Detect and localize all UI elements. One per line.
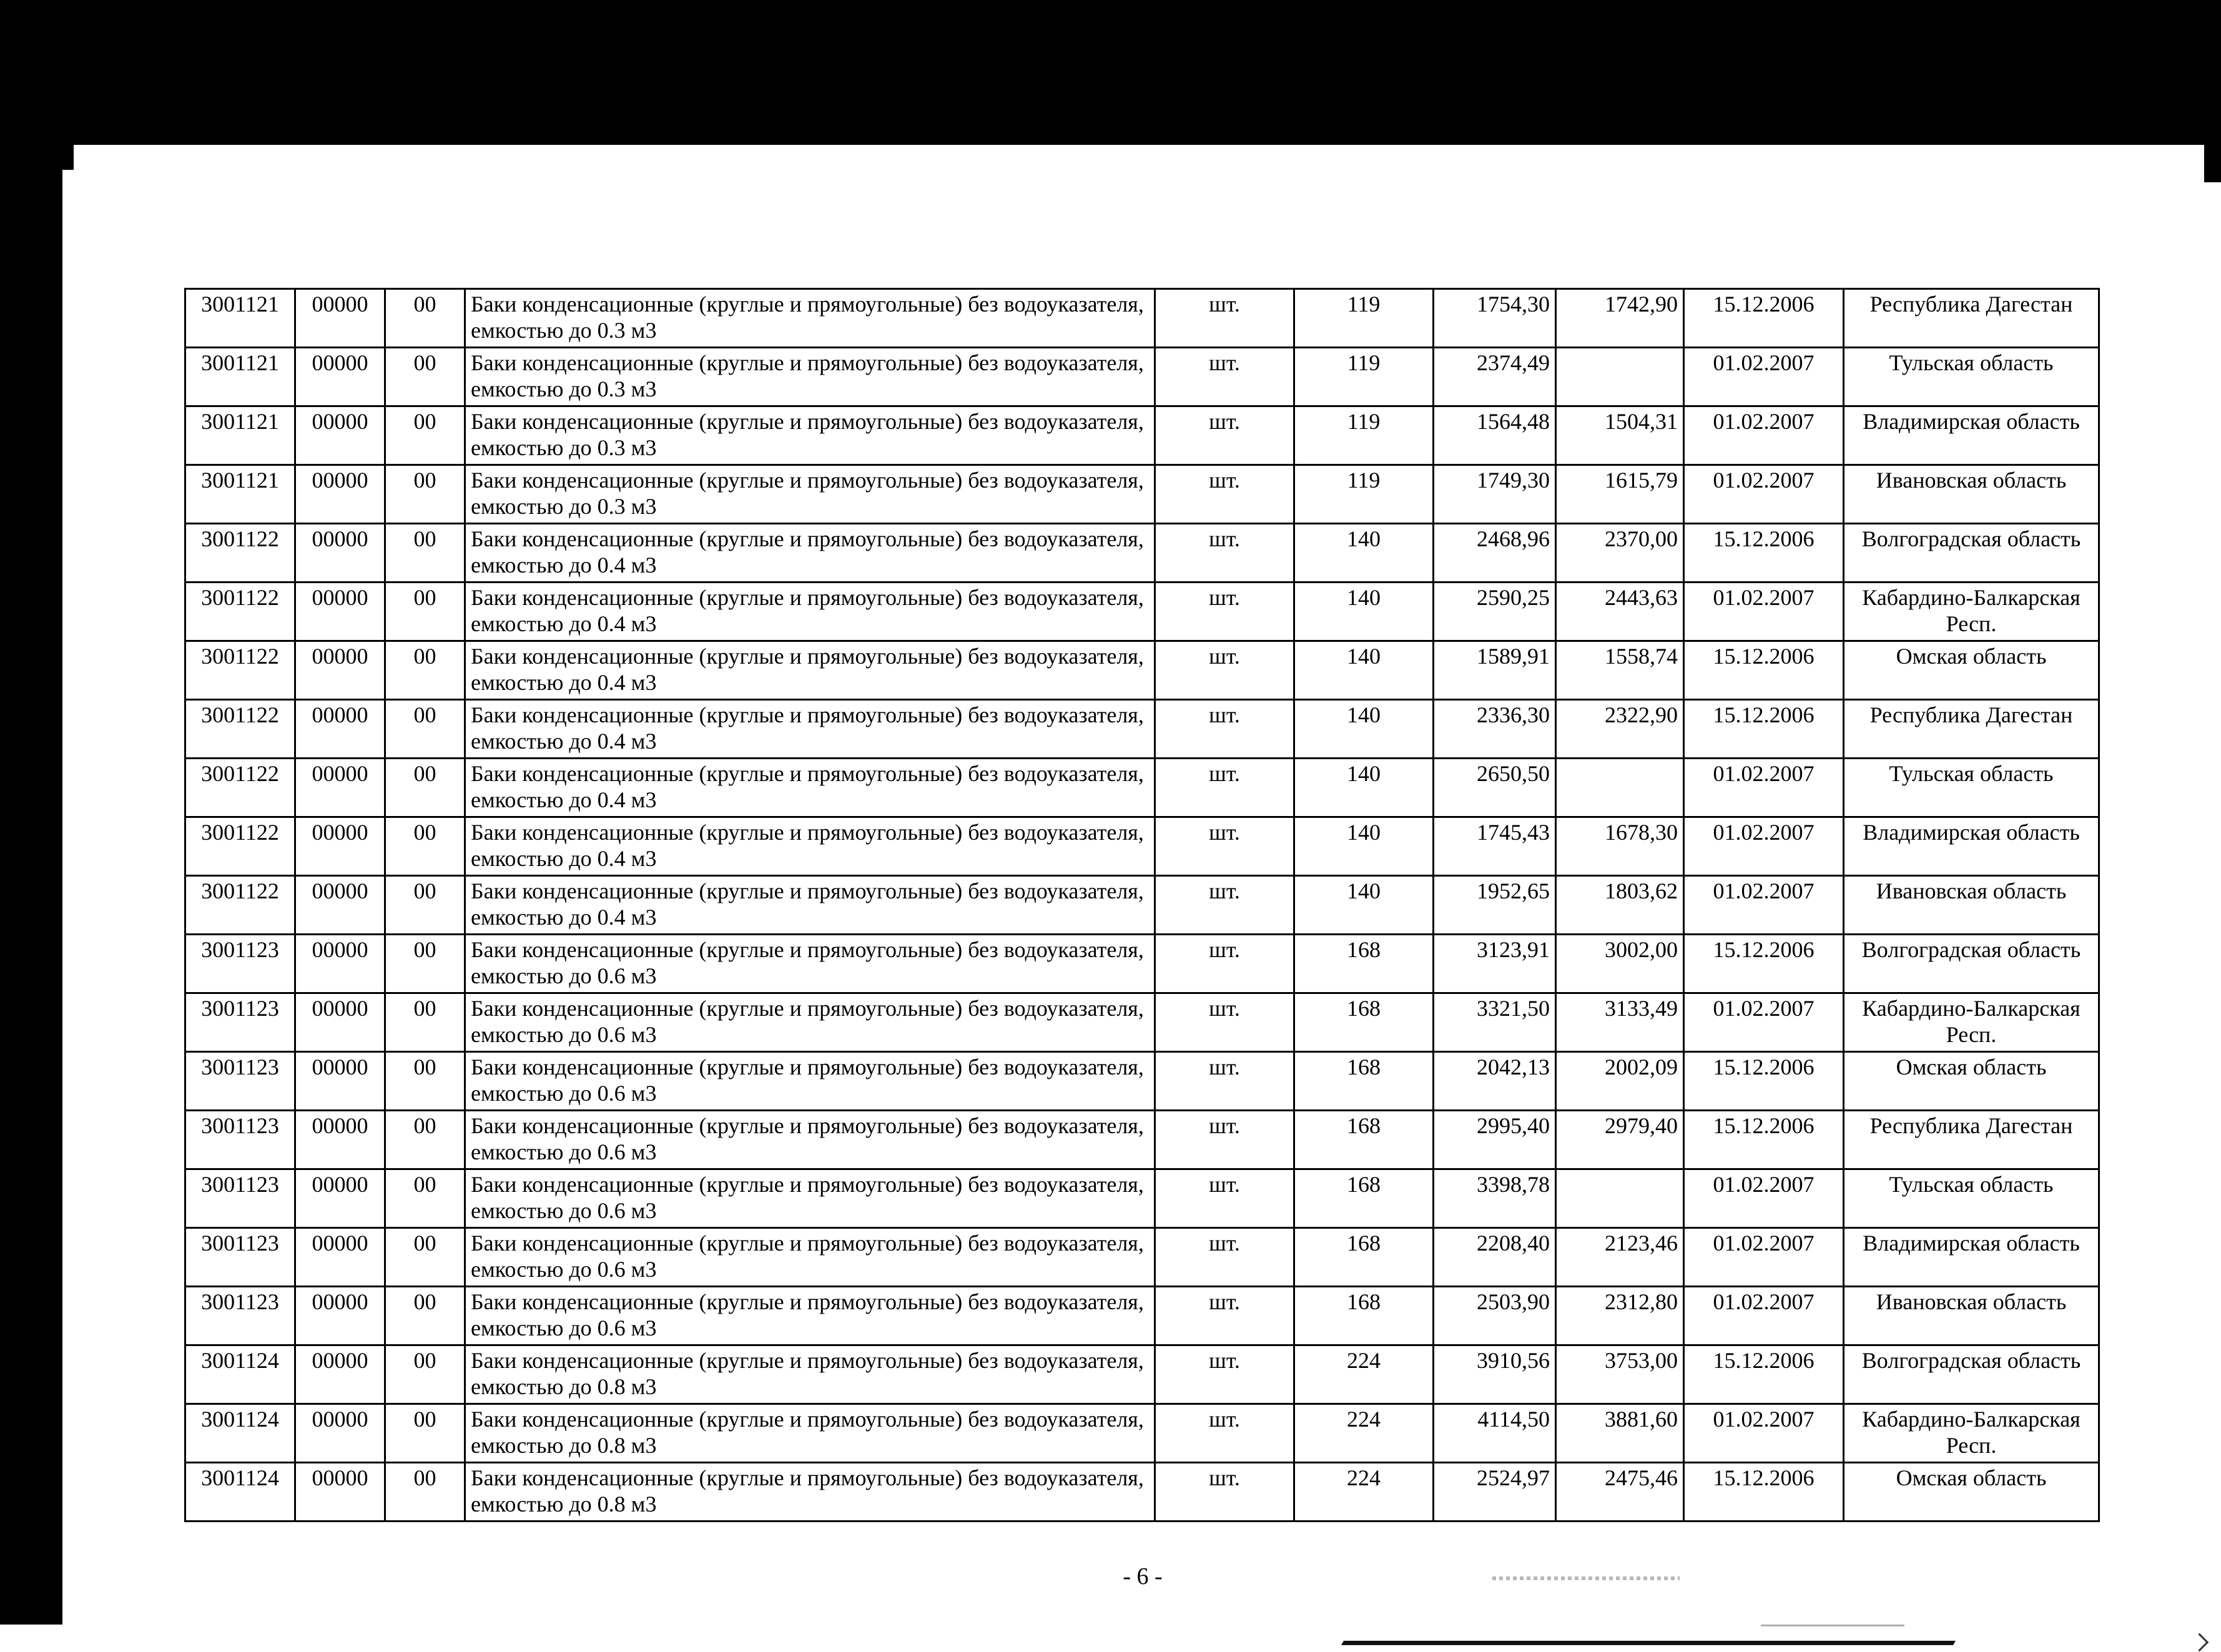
- cell-price-1: 1952,65: [1434, 876, 1556, 935]
- cell-price-2: [1556, 1169, 1684, 1228]
- cell-date: 01.02.2007: [1684, 1169, 1844, 1228]
- cell-unit: шт.: [1155, 700, 1294, 759]
- scan-bottom-stroke: [1341, 1641, 1956, 1645]
- cell-code: 3001122: [185, 759, 295, 817]
- cell-description: Баки конденсационные (круглые и прямоугольные) без водоуказателя, емкостью до 0.6 м3: [465, 1111, 1155, 1169]
- cell-quantity: 224: [1294, 1404, 1434, 1463]
- cell-description: Баки конденсационные (круглые и прямоугольные) без водоуказателя, емкостью до 0.4 м3: [465, 759, 1155, 817]
- cell-unit: шт.: [1155, 876, 1294, 935]
- cell-date: 15.12.2006: [1684, 1345, 1844, 1404]
- cell-flag: 00: [385, 700, 465, 759]
- cell-price-1: 2650,50: [1434, 759, 1556, 817]
- cell-flag: 00: [385, 935, 465, 993]
- cell-region: Омская область: [1844, 1463, 2099, 1522]
- cell-flag: 00: [385, 1345, 465, 1404]
- cell-price-2: 3753,00: [1556, 1345, 1684, 1404]
- cell-region: Волгоградская область: [1844, 1345, 2099, 1404]
- cell-subcode: 00000: [295, 876, 385, 935]
- cell-price-2: 1742,90: [1556, 289, 1684, 348]
- cell-code: 3001123: [185, 1052, 295, 1111]
- cell-quantity: 168: [1294, 1169, 1434, 1228]
- cell-subcode: 00000: [295, 1404, 385, 1463]
- page-number: - 6 -: [1123, 1563, 1163, 1590]
- cell-flag: 00: [385, 993, 465, 1052]
- cell-description: Баки конденсационные (круглые и прямоугольные) без водоуказателя, емкостью до 0.8 м3: [465, 1345, 1155, 1404]
- cell-flag: 00: [385, 1111, 465, 1169]
- cell-subcode: 00000: [295, 1463, 385, 1522]
- cell-price-2: 3133,49: [1556, 993, 1684, 1052]
- cell-subcode: 00000: [295, 1228, 385, 1287]
- cell-price-1: 4114,50: [1434, 1404, 1556, 1463]
- cell-region: Владимирская область: [1844, 406, 2099, 465]
- scan-corner-mark: [2190, 1633, 2209, 1652]
- table-row: [185, 406, 2099, 465]
- cell-unit: шт.: [1155, 289, 1294, 348]
- cell-date: 01.02.2007: [1684, 759, 1844, 817]
- cell-description: Баки конденсационные (круглые и прямоугольные) без водоуказателя, емкостью до 0.6 м3: [465, 1052, 1155, 1111]
- cell-quantity: 224: [1294, 1463, 1434, 1522]
- table-row: [185, 759, 2099, 817]
- cell-unit: шт.: [1155, 583, 1294, 641]
- cell-quantity: 140: [1294, 876, 1434, 935]
- table-row: [185, 289, 2099, 348]
- cell-price-1: 1749,30: [1434, 465, 1556, 524]
- cell-price-2: 2123,46: [1556, 1228, 1684, 1287]
- cell-code: 3001122: [185, 583, 295, 641]
- cell-price-2: 1615,79: [1556, 465, 1684, 524]
- cell-region: Кабардино-Балкарская Респ.: [1844, 1404, 2099, 1463]
- cell-flag: 00: [385, 1052, 465, 1111]
- cell-quantity: 140: [1294, 583, 1434, 641]
- cell-region: Волгоградская область: [1844, 524, 2099, 583]
- cell-quantity: 119: [1294, 289, 1434, 348]
- cell-date: 01.02.2007: [1684, 1228, 1844, 1287]
- table-row: [185, 1228, 2099, 1287]
- cell-subcode: 00000: [295, 1169, 385, 1228]
- cell-subcode: 00000: [295, 759, 385, 817]
- cell-unit: шт.: [1155, 1228, 1294, 1287]
- cell-quantity: 168: [1294, 1228, 1434, 1287]
- cell-quantity: 168: [1294, 1052, 1434, 1111]
- cell-code: 3001124: [185, 1463, 295, 1522]
- cell-date: 01.02.2007: [1684, 583, 1844, 641]
- table-row: [185, 935, 2099, 993]
- cell-flag: 00: [385, 583, 465, 641]
- cell-code: 3001123: [185, 1169, 295, 1228]
- cell-code: 3001122: [185, 524, 295, 583]
- scan-left-black-border: [0, 145, 62, 1625]
- cell-date: 15.12.2006: [1684, 524, 1844, 583]
- cell-quantity: 224: [1294, 1345, 1434, 1404]
- cell-date: 15.12.2006: [1684, 700, 1844, 759]
- cell-description: Баки конденсационные (круглые и прямоугольные) без водоуказателя, емкостью до 0.4 м3: [465, 876, 1155, 935]
- cell-description: Баки конденсационные (круглые и прямоугольные) без водоуказателя, емкостью до 0.4 м3: [465, 817, 1155, 876]
- cell-price-1: 1745,43: [1434, 817, 1556, 876]
- cell-description: Баки конденсационные (круглые и прямоугольные) без водоуказателя, емкостью до 0.6 м3: [465, 1228, 1155, 1287]
- cell-price-1: 3398,78: [1434, 1169, 1556, 1228]
- cell-code: 3001121: [185, 406, 295, 465]
- cell-subcode: 00000: [295, 641, 385, 700]
- cell-price-2: 1803,62: [1556, 876, 1684, 935]
- cell-region: Республика Дагестан: [1844, 700, 2099, 759]
- cell-price-2: 2312,80: [1556, 1287, 1684, 1345]
- cell-price-2: 2979,40: [1556, 1111, 1684, 1169]
- cell-code: 3001122: [185, 641, 295, 700]
- cell-price-2: 3002,00: [1556, 935, 1684, 993]
- cell-flag: 00: [385, 1463, 465, 1522]
- table-row: [185, 1463, 2099, 1522]
- cell-region: Омская область: [1844, 641, 2099, 700]
- table-row: [185, 1345, 2099, 1404]
- cell-description: Баки конденсационные (круглые и прямоугольные) без водоуказателя, емкостью до 0.6 м3: [465, 1169, 1155, 1228]
- cell-flag: 00: [385, 759, 465, 817]
- table-row: [185, 1111, 2099, 1169]
- cell-unit: шт.: [1155, 759, 1294, 817]
- cell-unit: шт.: [1155, 1463, 1294, 1522]
- cell-quantity: 119: [1294, 465, 1434, 524]
- cell-price-2: 2322,90: [1556, 700, 1684, 759]
- cell-subcode: 00000: [295, 1287, 385, 1345]
- cell-subcode: 00000: [295, 1345, 385, 1404]
- cell-date: 15.12.2006: [1684, 289, 1844, 348]
- cell-price-2: 2443,63: [1556, 583, 1684, 641]
- cell-code: 3001124: [185, 1404, 295, 1463]
- cell-price-2: 2002,09: [1556, 1052, 1684, 1111]
- cell-quantity: 140: [1294, 641, 1434, 700]
- cell-description: Баки конденсационные (круглые и прямоугольные) без водоуказателя, емкостью до 0.3 м3: [465, 289, 1155, 348]
- cell-region: Ивановская область: [1844, 876, 2099, 935]
- cell-description: Баки конденсационные (круглые и прямоугольные) без водоуказателя, емкостью до 0.3 м3: [465, 406, 1155, 465]
- cell-subcode: 00000: [295, 289, 385, 348]
- cell-subcode: 00000: [295, 465, 385, 524]
- cell-flag: 00: [385, 1169, 465, 1228]
- cell-flag: 00: [385, 289, 465, 348]
- price-table: [184, 288, 2100, 1522]
- cell-price-2: 1504,31: [1556, 406, 1684, 465]
- cell-description: Баки конденсационные (круглые и прямоугольные) без водоуказателя, емкостью до 0.6 м3: [465, 935, 1155, 993]
- cell-unit: шт.: [1155, 1287, 1294, 1345]
- cell-price-1: 2208,40: [1434, 1228, 1556, 1287]
- table-row: [185, 1287, 2099, 1345]
- cell-subcode: 00000: [295, 935, 385, 993]
- table-row: [185, 583, 2099, 641]
- cell-unit: шт.: [1155, 1169, 1294, 1228]
- cell-date: 01.02.2007: [1684, 993, 1844, 1052]
- cell-code: 3001122: [185, 876, 295, 935]
- cell-description: Баки конденсационные (круглые и прямоугольные) без водоуказателя, емкостью до 0.4 м3: [465, 641, 1155, 700]
- cell-region: Республика Дагестан: [1844, 289, 2099, 348]
- scan-smudge-line: [1761, 1625, 1904, 1626]
- cell-date: 15.12.2006: [1684, 641, 1844, 700]
- table-row: [185, 524, 2099, 583]
- cell-region: Тульская область: [1844, 759, 2099, 817]
- cell-unit: шт.: [1155, 1111, 1294, 1169]
- cell-region: Республика Дагестан: [1844, 1111, 2099, 1169]
- cell-price-1: 3321,50: [1434, 993, 1556, 1052]
- cell-quantity: 140: [1294, 700, 1434, 759]
- cell-price-1: 2336,30: [1434, 700, 1556, 759]
- cell-unit: шт.: [1155, 1052, 1294, 1111]
- cell-price-1: 1754,30: [1434, 289, 1556, 348]
- table-row: [185, 700, 2099, 759]
- cell-unit: шт.: [1155, 641, 1294, 700]
- cell-flag: 00: [385, 1287, 465, 1345]
- cell-subcode: 00000: [295, 524, 385, 583]
- cell-region: Ивановская область: [1844, 1287, 2099, 1345]
- cell-description: Баки конденсационные (круглые и прямоугольные) без водоуказателя, емкостью до 0.8 м3: [465, 1404, 1155, 1463]
- cell-price-1: 2524,97: [1434, 1463, 1556, 1522]
- cell-description: Баки конденсационные (круглые и прямоугольные) без водоуказателя, емкостью до 0.4 м3: [465, 583, 1155, 641]
- cell-region: Тульская область: [1844, 348, 2099, 406]
- cell-price-1: 2503,90: [1434, 1287, 1556, 1345]
- cell-unit: шт.: [1155, 935, 1294, 993]
- cell-flag: 00: [385, 406, 465, 465]
- cell-date: 01.02.2007: [1684, 876, 1844, 935]
- cell-unit: шт.: [1155, 1404, 1294, 1463]
- cell-quantity: 140: [1294, 759, 1434, 817]
- cell-subcode: 00000: [295, 1052, 385, 1111]
- cell-unit: шт.: [1155, 465, 1294, 524]
- cell-unit: шт.: [1155, 817, 1294, 876]
- cell-flag: 00: [385, 348, 465, 406]
- cell-date: 01.02.2007: [1684, 1287, 1844, 1345]
- table-row: [185, 641, 2099, 700]
- cell-subcode: 00000: [295, 1111, 385, 1169]
- cell-flag: 00: [385, 817, 465, 876]
- cell-quantity: 168: [1294, 1111, 1434, 1169]
- cell-price-1: 2995,40: [1434, 1111, 1556, 1169]
- cell-subcode: 00000: [295, 583, 385, 641]
- cell-price-1: 2590,25: [1434, 583, 1556, 641]
- cell-description: Баки конденсационные (круглые и прямоугольные) без водоуказателя, емкостью до 0.6 м3: [465, 993, 1155, 1052]
- cell-price-2: 1678,30: [1556, 817, 1684, 876]
- cell-date: 01.02.2007: [1684, 406, 1844, 465]
- cell-code: 3001121: [185, 348, 295, 406]
- cell-code: 3001121: [185, 465, 295, 524]
- table-row: [185, 876, 2099, 935]
- cell-code: 3001123: [185, 1228, 295, 1287]
- cell-flag: 00: [385, 1404, 465, 1463]
- cell-description: Баки конденсационные (круглые и прямоугольные) без водоуказателя, емкостью до 0.3 м3: [465, 465, 1155, 524]
- cell-quantity: 168: [1294, 993, 1434, 1052]
- cell-region: Тульская область: [1844, 1169, 2099, 1228]
- cell-date: 15.12.2006: [1684, 1111, 1844, 1169]
- cell-date: 01.02.2007: [1684, 817, 1844, 876]
- cell-flag: 00: [385, 465, 465, 524]
- cell-subcode: 00000: [295, 700, 385, 759]
- price-table-body: [185, 289, 2099, 1522]
- cell-date: 15.12.2006: [1684, 1052, 1844, 1111]
- cell-date: 01.02.2007: [1684, 1404, 1844, 1463]
- cell-region: Ивановская область: [1844, 465, 2099, 524]
- cell-flag: 00: [385, 524, 465, 583]
- cell-region: Владимирская область: [1844, 1228, 2099, 1287]
- table-row: [185, 465, 2099, 524]
- cell-price-2: 2475,46: [1556, 1463, 1684, 1522]
- cell-region: Омская область: [1844, 1052, 2099, 1111]
- cell-price-2: [1556, 759, 1684, 817]
- cell-unit: шт.: [1155, 993, 1294, 1052]
- table-row: [185, 348, 2099, 406]
- cell-date: 15.12.2006: [1684, 1463, 1844, 1522]
- cell-subcode: 00000: [295, 348, 385, 406]
- cell-price-1: 2374,49: [1434, 348, 1556, 406]
- cell-code: 3001122: [185, 700, 295, 759]
- cell-price-2: 3881,60: [1556, 1404, 1684, 1463]
- cell-region: Кабардино-Балкарская Респ.: [1844, 993, 2099, 1052]
- cell-price-1: 1564,48: [1434, 406, 1556, 465]
- cell-price-2: [1556, 348, 1684, 406]
- cell-code: 3001121: [185, 289, 295, 348]
- cell-description: Баки конденсационные (круглые и прямоугольные) без водоуказателя, емкостью до 0.4 м3: [465, 700, 1155, 759]
- table-row: [185, 993, 2099, 1052]
- cell-subcode: 00000: [295, 993, 385, 1052]
- cell-flag: 00: [385, 1228, 465, 1287]
- cell-flag: 00: [385, 641, 465, 700]
- cell-description: Баки конденсационные (круглые и прямоугольные) без водоуказателя, емкостью до 0.4 м3: [465, 524, 1155, 583]
- cell-unit: шт.: [1155, 524, 1294, 583]
- cell-price-1: 2468,96: [1434, 524, 1556, 583]
- cell-region: Кабардино-Балкарская Респ.: [1844, 583, 2099, 641]
- cell-code: 3001123: [185, 935, 295, 993]
- cell-quantity: 168: [1294, 1287, 1434, 1345]
- cell-description: Баки конденсационные (круглые и прямоугольные) без водоуказателя, емкостью до 0.3 м3: [465, 348, 1155, 406]
- cell-subcode: 00000: [295, 406, 385, 465]
- cell-date: 01.02.2007: [1684, 348, 1844, 406]
- cell-price-2: 2370,00: [1556, 524, 1684, 583]
- cell-code: 3001124: [185, 1345, 295, 1404]
- cell-description: Баки конденсационные (круглые и прямоугольные) без водоуказателя, емкостью до 0.8 м3: [465, 1463, 1155, 1522]
- table-row: [185, 1052, 2099, 1111]
- scan-top-black-border: [0, 0, 2221, 145]
- cell-quantity: 140: [1294, 817, 1434, 876]
- cell-region: Волгоградская область: [1844, 935, 2099, 993]
- cell-quantity: 119: [1294, 406, 1434, 465]
- cell-price-1: 3910,56: [1434, 1345, 1556, 1404]
- cell-subcode: 00000: [295, 817, 385, 876]
- cell-flag: 00: [385, 876, 465, 935]
- table-row: [185, 1169, 2099, 1228]
- cell-price-1: 3123,91: [1434, 935, 1556, 993]
- cell-code: 3001123: [185, 993, 295, 1052]
- cell-unit: шт.: [1155, 348, 1294, 406]
- cell-date: 15.12.2006: [1684, 935, 1844, 993]
- cell-price-1: 1589,91: [1434, 641, 1556, 700]
- cell-code: 3001123: [185, 1287, 295, 1345]
- cell-quantity: 119: [1294, 348, 1434, 406]
- cell-region: Владимирская область: [1844, 817, 2099, 876]
- scan-smudge: [1492, 1576, 1680, 1580]
- table-row: [185, 817, 2099, 876]
- scan-right-black-border: [2204, 145, 2221, 182]
- cell-code: 3001123: [185, 1111, 295, 1169]
- table-row: [185, 1404, 2099, 1463]
- cell-description: Баки конденсационные (круглые и прямоугольные) без водоуказателя, емкостью до 0.6 м3: [465, 1287, 1155, 1345]
- cell-price-1: 2042,13: [1434, 1052, 1556, 1111]
- cell-date: 01.02.2007: [1684, 465, 1844, 524]
- cell-quantity: 140: [1294, 524, 1434, 583]
- cell-unit: шт.: [1155, 1345, 1294, 1404]
- cell-unit: шт.: [1155, 406, 1294, 465]
- cell-price-2: 1558,74: [1556, 641, 1684, 700]
- cell-quantity: 168: [1294, 935, 1434, 993]
- cell-code: 3001122: [185, 817, 295, 876]
